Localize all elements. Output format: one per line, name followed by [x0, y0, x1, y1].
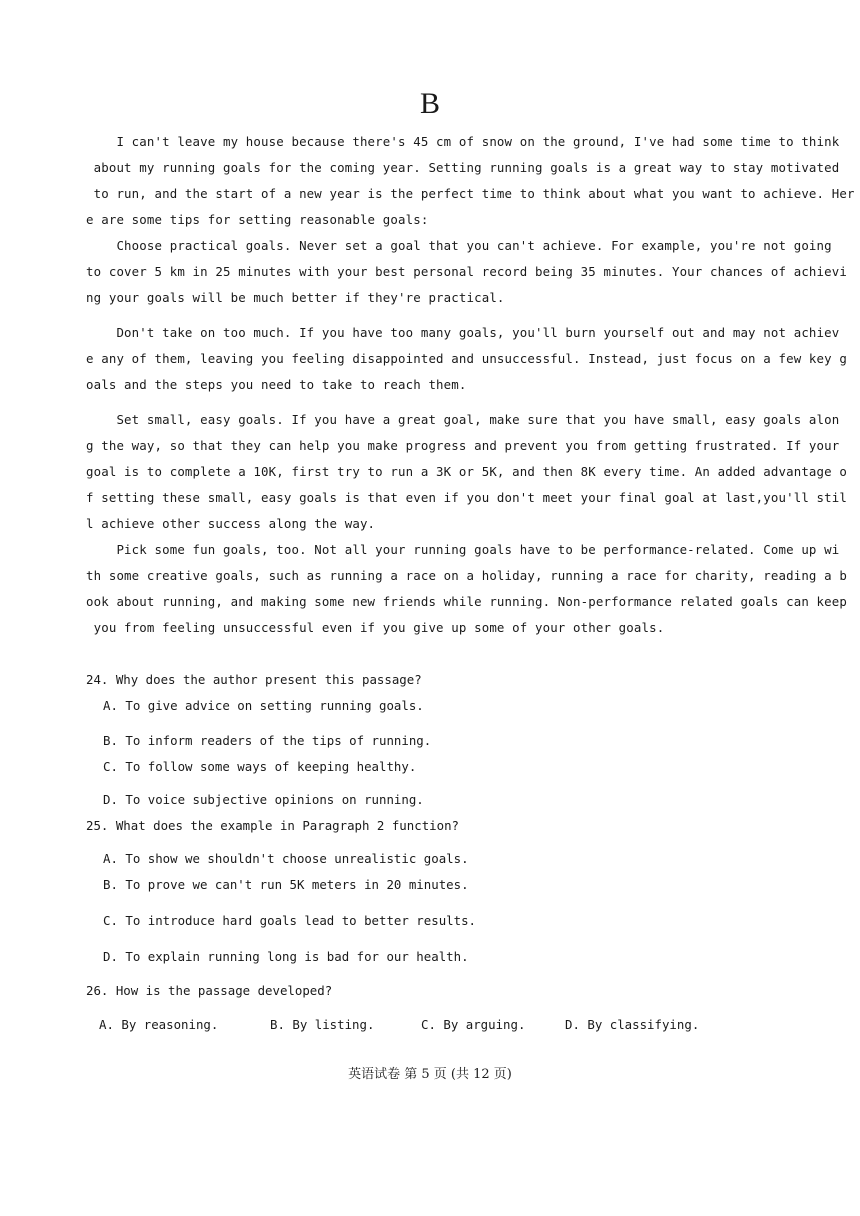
page-footer: 英语试卷 第 5 页 (共 12 页): [348, 1067, 512, 1082]
passage-line: ook about running, and making some new friends while running. Non-performance related goals can keep: [86, 594, 847, 609]
passage-line: Set small, easy goals. If you have a great goal, make sure that you have small, easy goals alon: [86, 412, 840, 427]
passage-line: Pick some fun goals, too. Not all your running goals have to be performance-related. Come up wi: [86, 542, 840, 557]
option-b[interactable]: B. To inform readers of the tips of running.: [103, 733, 432, 748]
section-title: B: [419, 87, 440, 120]
passage-line: g the way, so that they can help you make progress and prevent you from getting frustrated. If your: [86, 438, 840, 453]
option-c[interactable]: C. To follow some ways of keeping healthy.: [103, 759, 417, 774]
passage-line: e any of them, leaving you feeling disappointed and unsuccessful. Instead, just focus on a few key g: [86, 351, 847, 366]
passage-line: goal is to complete a 10K, first try to run a 3K or 5K, and then 8K every time. An added advantage o: [86, 464, 847, 479]
option-a[interactable]: A. By reasoning.: [99, 1017, 219, 1032]
option-d[interactable]: D. To voice subjective opinions on running.: [103, 792, 424, 807]
option-c[interactable]: C. To introduce hard goals lead to better results.: [103, 913, 476, 928]
option-b[interactable]: B. To prove we can't run 5K meters in 20 minutes.: [103, 877, 469, 892]
option-b[interactable]: B. By listing.: [270, 1017, 375, 1032]
passage-line: I can't leave my house because there's 45 cm of snow on the ground, I've had some time to think: [86, 134, 840, 149]
option-d[interactable]: D. By classifying.: [565, 1017, 700, 1032]
passage-line: about my running goals for the coming year. Setting running goals is a great way to stay motivated: [86, 160, 840, 175]
passage-line: to cover 5 km in 25 minutes with your best personal record being 35 minutes. Your chances of achievi: [86, 264, 847, 279]
option-a[interactable]: A. To show we shouldn't choose unrealistic goals.: [103, 851, 469, 866]
passage-line: you from feeling unsuccessful even if you give up some of your other goals.: [86, 620, 665, 635]
option-c[interactable]: C. By arguing.: [421, 1017, 526, 1032]
option-a[interactable]: A. To give advice on setting running goals.: [103, 698, 424, 713]
passage-line: oals and the steps you need to take to reach them.: [86, 377, 467, 392]
question-stem: 24. Why does the author present this passage?: [86, 672, 422, 687]
option-d[interactable]: D. To explain running long is bad for our health.: [103, 949, 469, 964]
passage-line: Choose practical goals. Never set a goal that you can't achieve. For example, you're not going: [86, 238, 832, 253]
passage-line: e are some tips for setting reasonable goals:: [86, 212, 429, 227]
passage-line: f setting these small, easy goals is that even if you don't meet your final goal at last,you'll stil: [86, 490, 847, 505]
passage-line: ng your goals will be much better if they're practical.: [86, 290, 505, 305]
passage-line: th some creative goals, such as running a race on a holiday, running a race for charity, reading a b: [86, 568, 847, 583]
passage-line: l achieve other success along the way.: [86, 516, 376, 531]
passage-line: Don't take on too much. If you have too many goals, you'll burn yourself out and may not achiev: [86, 325, 840, 340]
question-stem: 25. What does the example in Paragraph 2 function?: [86, 818, 459, 833]
passage-line: to run, and the start of a new year is the perfect time to think about what you want to achieve. Her: [86, 186, 855, 201]
question-stem: 26. How is the passage developed?: [86, 983, 333, 998]
